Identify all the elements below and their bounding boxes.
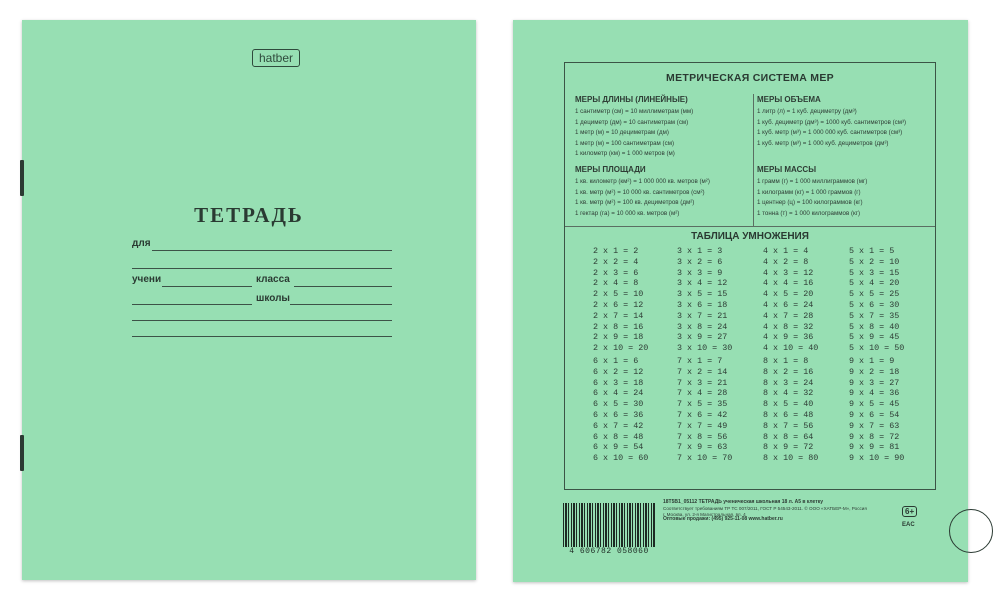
multiplication-row: 9 x 3 = 27 <box>849 377 900 388</box>
measure-line: 1 куб. метр (м³) = 1 000 000 куб. сантиметров (см³) <box>757 129 903 136</box>
multiplication-column <box>849 246 904 354</box>
eac-mark: EAC <box>902 522 915 528</box>
multiplication-row: 8 x 2 = 16 <box>763 366 814 377</box>
multiplication-row: 8 x 3 = 24 <box>763 377 814 388</box>
multiplication-row: 8 x 6 = 48 <box>763 409 814 420</box>
multiplication-row: 7 x 3 = 21 <box>677 377 728 388</box>
field-label-school: школы <box>256 293 290 304</box>
section-header: МЕРЫ ДЛИНЫ (ЛИНЕЙНЫЕ) <box>575 95 688 104</box>
product-info <box>563 500 943 574</box>
multiplication-row: 4 x 3 = 12 <box>763 267 814 278</box>
multiplication-row: 2 x 6 = 12 <box>593 299 644 310</box>
multiplication-row: 3 x 3 = 9 <box>677 267 723 278</box>
measure-line: 1 куб. дециметр (дм³) = 1000 куб. сантиметров (см³) <box>757 118 907 126</box>
multiplication-row: 6 x 2 = 12 <box>593 366 644 377</box>
multiplication-row: 3 x 9 = 27 <box>677 332 728 343</box>
multiplication-row: 2 x 8 = 16 <box>593 321 644 332</box>
multiplication-row: 2 x 5 = 10 <box>593 289 644 300</box>
multiplication-row: 6 x 1 = 6 <box>593 356 639 366</box>
write-line <box>132 320 392 321</box>
write-line <box>132 268 392 269</box>
measure-line: 1 метр (м) = 10 дециметрам (дм) <box>575 129 669 136</box>
front-cover <box>22 20 476 580</box>
cover-title: ТЕТРАДЬ <box>194 203 304 227</box>
multiplication-row: 7 x 7 = 49 <box>677 420 728 431</box>
age-badge: 6+ <box>902 506 917 517</box>
multiplication-row: 9 x 5 = 45 <box>849 399 900 410</box>
field-label-for: для <box>132 238 151 249</box>
write-line <box>132 304 252 305</box>
measure-line: 1 дециметр (дм) = 10 сантиметрам (см) <box>575 118 689 126</box>
write-line <box>132 336 392 337</box>
write-line <box>152 250 392 251</box>
multiplication-column <box>677 246 732 354</box>
measure-line: 1 сантиметр (см) = 10 миллиметрам (мм) <box>575 108 694 115</box>
multiplication-row: 5 x 8 = 40 <box>849 321 900 332</box>
multiplication-row: 7 x 8 = 56 <box>677 431 728 442</box>
multiplication-row: 5 x 6 = 30 <box>849 299 900 310</box>
multiplication-row: 9 x 9 = 81 <box>849 442 900 453</box>
brand-logo: hatber <box>252 49 300 67</box>
multiplication-row: 7 x 4 = 28 <box>677 388 728 399</box>
measure-line: 1 литр (л) = 1 куб. дециметру (дм³) <box>757 108 857 115</box>
compliance-text: Соответствует требованиям ТР ТС 007/2011, ГОСТ Р 54543-2011. © ООО «ХАТБЕР-М», Россия <box>663 505 867 511</box>
multiplication-row: 3 x 10 = 30 <box>677 343 733 354</box>
multiplication-row: 4 x 6 = 24 <box>763 299 814 310</box>
measure-line: 1 кв. метр (м²) = 10 000 кв. сантиметров (см²) <box>575 188 705 196</box>
multiplication-row: 4 x 8 = 32 <box>763 321 814 332</box>
multiplication-row: 5 x 4 = 20 <box>849 278 900 289</box>
multiplication-row: 4 x 5 = 20 <box>763 289 814 300</box>
write-line <box>294 286 392 287</box>
staple <box>20 160 24 196</box>
multiplication-row: 3 x 5 = 15 <box>677 289 728 300</box>
multiplication-row: 8 x 9 = 72 <box>763 442 814 453</box>
seal-icon <box>949 509 993 553</box>
multiplication-row: 2 x 1 = 2 <box>593 246 639 256</box>
multiplication-row: 6 x 9 = 54 <box>593 442 644 453</box>
multiplication-row: 6 x 6 = 36 <box>593 409 644 420</box>
multiplication-column <box>849 356 904 464</box>
multiplication-row: 6 x 3 = 18 <box>593 377 644 388</box>
multiplication-row: 5 x 3 = 15 <box>849 267 900 278</box>
write-line <box>162 286 252 287</box>
back-cover <box>513 20 968 582</box>
multiplication-row: 9 x 1 = 9 <box>849 356 895 366</box>
multiplication-row: 2 x 2 = 4 <box>593 256 639 267</box>
multiplication-row: 5 x 5 = 25 <box>849 289 900 300</box>
phone-text: Оптовые продажи: (495) 925-11-08 www.hatber.ru <box>663 516 783 523</box>
divider <box>565 226 935 227</box>
length-section <box>575 95 693 160</box>
multiplication-row: 3 x 8 = 24 <box>677 321 728 332</box>
metric-title: МЕТРИЧЕСКАЯ СИСТЕМА МЕР <box>666 72 834 84</box>
multiplication-row: 6 x 4 = 24 <box>593 388 644 399</box>
multiplication-row: 9 x 10 = 90 <box>849 453 905 464</box>
multiplication-title: ТАБЛИЦА УМНОЖЕНИЯ <box>691 231 809 242</box>
multiplication-row: 7 x 2 = 14 <box>677 366 728 377</box>
multiplication-row: 3 x 4 = 12 <box>677 278 728 289</box>
barcode-number: 4 606782 058060 <box>569 547 649 556</box>
info-text <box>663 500 903 523</box>
staple <box>20 435 24 471</box>
multiplication-column <box>593 246 648 354</box>
multiplication-row: 9 x 2 = 18 <box>849 366 900 377</box>
product-name: 18Т5В1_05112 ТЕТРАДЬ ученическая школьная 18 л. А5 в клетку <box>663 499 823 505</box>
multiplication-row: 8 x 7 = 56 <box>763 420 814 431</box>
multiplication-row: 4 x 1 = 4 <box>763 246 809 256</box>
volume-section <box>757 95 906 149</box>
multiplication-row: 4 x 9 = 36 <box>763 332 814 343</box>
multiplication-row: 2 x 4 = 8 <box>593 278 639 289</box>
multiplication-row: 7 x 1 = 7 <box>677 356 723 366</box>
multiplication-row: 3 x 6 = 18 <box>677 299 728 310</box>
multiplication-row: 5 x 1 = 5 <box>849 246 895 256</box>
section-header: МЕРЫ МАССЫ <box>757 165 817 174</box>
multiplication-row: 6 x 7 = 42 <box>593 420 644 431</box>
multiplication-row: 3 x 7 = 21 <box>677 310 728 321</box>
multiplication-row: 2 x 7 = 14 <box>593 310 644 321</box>
address-text: г. Москва, ул. 2-я Магистральная, вл. 4 <box>663 511 746 517</box>
multiplication-column <box>763 246 818 354</box>
multiplication-row: 8 x 5 = 40 <box>763 399 814 410</box>
multiplication-row: 3 x 1 = 3 <box>677 246 723 256</box>
multiplication-row: 7 x 6 = 42 <box>677 409 728 420</box>
barcode <box>563 503 655 547</box>
multiplication-row: 2 x 10 = 20 <box>593 343 649 354</box>
multiplication-row: 7 x 5 = 35 <box>677 399 728 410</box>
multiplication-row: 6 x 5 = 30 <box>593 399 644 410</box>
multiplication-row: 4 x 2 = 8 <box>763 256 809 267</box>
measure-line: 1 кв. метр (м²) = 100 кв. дециметров (дм²) <box>575 199 695 206</box>
multiplication-row: 9 x 6 = 54 <box>849 409 900 420</box>
multiplication-row: 6 x 8 = 48 <box>593 431 644 442</box>
multiplication-row: 9 x 4 = 36 <box>849 388 900 399</box>
write-line <box>290 304 392 305</box>
mass-section <box>757 165 867 219</box>
multiplication-column <box>763 356 818 464</box>
multiplication-row: 5 x 7 = 35 <box>849 310 900 321</box>
multiplication-row: 5 x 2 = 10 <box>849 256 900 267</box>
multiplication-row: 8 x 10 = 80 <box>763 453 819 464</box>
section-header: МЕРЫ ПЛОЩАДИ <box>575 165 646 174</box>
measure-line: 1 метр (м) = 100 сантиметрам (см) <box>575 139 675 147</box>
multiplication-row: 4 x 4 = 16 <box>763 278 814 289</box>
area-section <box>575 165 710 219</box>
measure-line: 1 километр (км) = 1 000 метров (м) <box>575 150 675 157</box>
divider <box>753 94 754 226</box>
multiplication-row: 9 x 7 = 63 <box>849 420 900 431</box>
multiplication-column <box>593 356 648 464</box>
metric-panel <box>564 62 936 490</box>
field-label-class: класса <box>256 274 290 285</box>
multiplication-column <box>677 356 732 464</box>
multiplication-row: 7 x 9 = 63 <box>677 442 728 453</box>
measure-line: 1 грамм (г) = 1 000 миллиграммов (мг) <box>757 178 868 185</box>
measure-line: 1 гектар (га) = 10 000 кв. метров (м²) <box>575 209 680 217</box>
multiplication-row: 5 x 9 = 45 <box>849 332 900 343</box>
multiplication-row: 7 x 10 = 70 <box>677 453 733 464</box>
measure-line: 1 тонна (т) = 1 000 килограммов (кг) <box>757 209 861 217</box>
multiplication-row: 9 x 8 = 72 <box>849 431 900 442</box>
multiplication-row: 2 x 3 = 6 <box>593 267 639 278</box>
multiplication-row: 8 x 1 = 8 <box>763 356 809 366</box>
multiplication-row: 4 x 7 = 28 <box>763 310 814 321</box>
section-header: МЕРЫ ОБЪЕМА <box>757 95 821 104</box>
multiplication-row: 2 x 9 = 18 <box>593 332 644 343</box>
measure-line: 1 центнер (ц) = 100 килограммов (кг) <box>757 199 863 206</box>
multiplication-row: 8 x 8 = 64 <box>763 431 814 442</box>
measure-line: 1 куб. метр (м³) = 1 000 куб. дециметров (дм³) <box>757 139 889 147</box>
multiplication-row: 6 x 10 = 60 <box>593 453 649 464</box>
measure-line: 1 килограмм (кг) = 1 000 граммов (г) <box>757 188 861 196</box>
measure-line: 1 кв. километр (км²) = 1 000 000 кв. метров (м²) <box>575 178 710 185</box>
multiplication-row: 3 x 2 = 6 <box>677 256 723 267</box>
field-label-student: учени <box>132 274 162 285</box>
multiplication-row: 8 x 4 = 32 <box>763 388 814 399</box>
multiplication-row: 4 x 10 = 40 <box>763 343 819 354</box>
multiplication-row: 5 x 10 = 50 <box>849 343 905 354</box>
